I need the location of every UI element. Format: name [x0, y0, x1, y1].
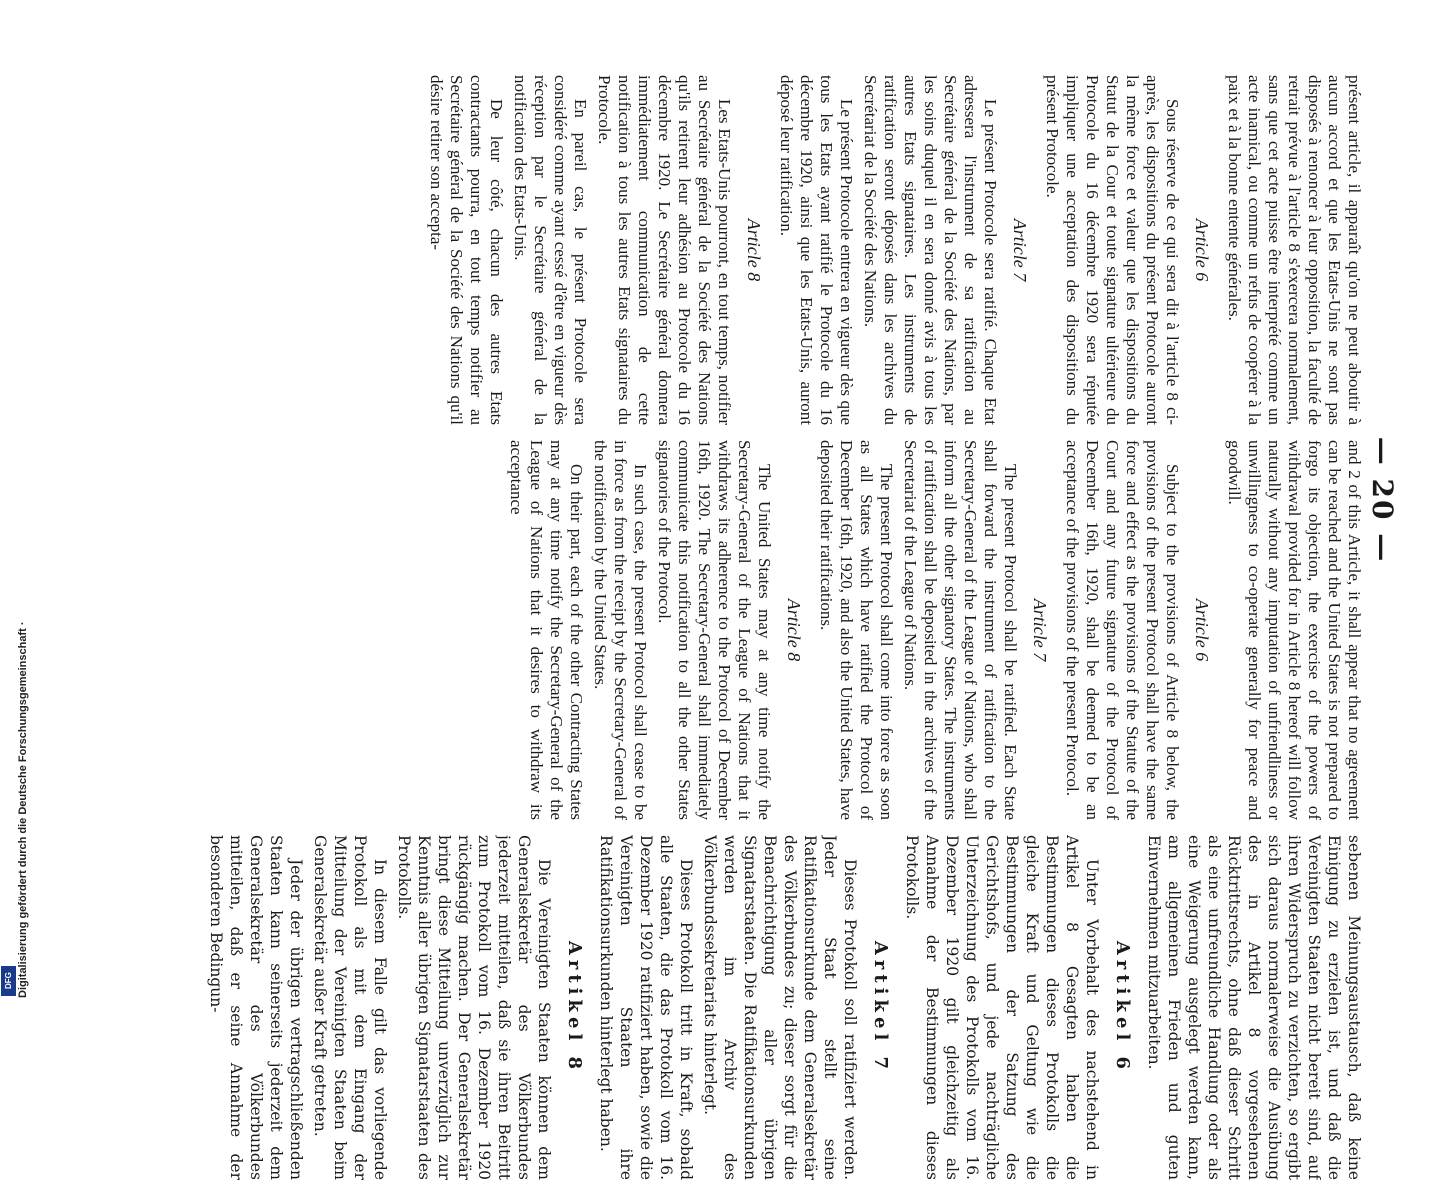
german-article-8-paragraph-3: Jeder der übrigen vertragschließenden Staaten kann seinerseits jederzeit dem Generalsekretär des Völkerbundes mitteilen, daß er seine Annahme der besonderen Bedingun- [207, 835, 305, 1180]
french-article-8-heading: Article 8 [744, 218, 764, 282]
french-article-7-heading: Article 7 [1010, 218, 1030, 282]
french-article-8-paragraph-1: Les Etats-Unis pourront, en tout temps, notifier au Secrétaire général de la Société des Nations qu'ils retirent leur adhésion au Protocole du 16 décembre 1920. Le Secrétaire général donnera immédiatement communication de cette notification à tous les autres Etats signataires du Protocole. [595, 75, 734, 425]
german-article-8-paragraph-2: In diesem Falle gilt das vorliegende Protokoll als mit dem Eingang der Mitteilung der Vereinigten Staaten beim Generalsekretär außer Kraft getreten. [311, 835, 389, 1180]
french-article-8-paragraph-2: En pareil cas, le présent Protocole sera considéré comme ayant cessé d'être en vigueur dès réception par le Secrétaire général de la notification des Etats-Unis. [511, 75, 590, 425]
english-article-7-heading: Article 7 [1030, 598, 1050, 662]
german-article-6-heading: Artikel 6 [1112, 940, 1133, 1075]
english-column [24, 440, 1364, 820]
english-article-8-heading: Article 8 [784, 598, 804, 662]
german-article-7-paragraph-1: Dieses Protokoll soll ratifiziert werden. Jeder Staat stellt seine Ratifikationsurkunde dem Generalsekretär des Völkerbundes zu; dieser sorgt für die Benachrichtigung aller übrigen Signatarstaaten. Die Ratifikationsurkunden werden im Archiv des Völkerbundssekretariats hinterlegt. [701, 835, 859, 1180]
digitization-credit-text: Digitalisierung gefördert durch die Deutsche Forschungsgemeinschaft · [17, 621, 29, 998]
german-article-8-heading: Artikel 8 [564, 940, 585, 1075]
english-article-8-paragraph-1: The United States may at any time notify the Secretary-General of the League of Nations that it withdraws its adherence to the Protocol of December 16th, 1920. The Secretary-General shall immediately communicate this notification to all the other States signatories of the Protocol. [655, 440, 774, 820]
english-article-6-heading: Article 6 [1192, 598, 1212, 662]
english-article-8-paragraph-2: In such case, the present Protocol shall cease to be in force as from the receipt by the Secretary-General of the notification by the United States. [591, 440, 650, 820]
english-article-6-paragraph: Subject to the provisions of Article 8 below, the provisions of the present Protocol shall have the same force and effect as the provisions of the Statute of the Court and any future signature of the Protocol of December 16th, 1920, shall be deemed to be an acceptance of the provisions of the present Protocol. [1063, 440, 1182, 820]
french-article-7-paragraph-1: Le présent Protocole sera ratifié. Chaque Etat adressera l'instrument de sa ratification au Secrétaire général de la Société des Nations, par les soins duquel il en sera donné avis à tous les autres Etats signataires. Les instruments de ratification seront déposés dans les archives du Secrétariat de la Société des Nations. [861, 75, 1000, 425]
french-column [24, 75, 1364, 425]
french-article-6-paragraph: Sous réserve de ce qui sera dit à l'article 8 ci-après, les dispositions du présent Protocole auront la même force et valeur que les dispositions du Statut de la Cour et toute signature ultérieure du Protocole du 16 décembre 1920 sera réputée impliquer une acceptation des dispositions du présent Protocole. [1043, 75, 1182, 425]
english-article-7-paragraph-1: The present Protocol shall be ratified. Each State shall forward the instrument of ratification to the Secretary-General of the League of Nations, who shall inform all the other signatory States. The instruments of ratification shall be deposited in the archives of the Secretariat of the League of Nations. [901, 440, 1020, 820]
french-article-8-paragraph-3: De leur côté, chacun des autres Etats contractants pourra, en tout temps notifier au Secrétaire général de la Société des Nations qu'il désire retirer son accepta- [427, 75, 506, 425]
page-number: — 20 — [1366, 436, 1399, 564]
french-intro-paragraph: présent article, il apparaît qu'on ne peut aboutir à aucun accord et que les Etats-Unis ne sont pas disposés à renoncer à leur opposition, la faculté de retrait prévue à l'article 8 s'exercera normalement, sans que cet acte puisse être interprété comme un acte inamical, ou comme un refus de coopérer à la paix et à la bonne entente générales. [1225, 75, 1364, 425]
french-article-6-heading: Article 6 [1192, 218, 1212, 282]
english-intro-paragraph: and 2 of this Article, it shall appear that no agreement can be reached and the United States is not prepared to forgo its objection, the exercise of the powers of withdrawal provided for in Article 8 hereof will follow naturally without any imputation of unfriendliness or unwillingness to co-operate generally for peace and goodwill. [1225, 440, 1364, 820]
german-article-8-paragraph-1: Die Vereinigten Staaten können dem Generalsekretär des Völkerbundes jederzeit mitteilen, daß sie ihren Beitritt zum Protokoll vom 16. Dezember 1920 rückgängig machen. Der Generalsekretär bringt diese Mitteilung unverzüglich zur Kenntnis aller übrigen Signatarstaaten des Protokolls. [395, 835, 553, 1180]
digitization-credit [0, 0, 30, 1000]
german-article-6-paragraph: Unter Vorbehalt des nachstehend in Artikel 8 Gesagten haben die Bestimmungen dieses Protokolls die gleiche Kraft und Geltung wie die Bestimmungen der Satzung des Gerichtshofs, und jede nachträgliche Unterzeichnung des Protokolls vom 16. Dezember 1920 gilt gleichzeitig als Annahme der Bestimmungen dieses Protokolls. [903, 835, 1101, 1180]
german-column [24, 835, 1364, 1180]
german-article-7-paragraph-2: Dieses Protokoll tritt in Kraft, sobald alle Staaten, die das Protokoll vom 16. Dezember 1920 ratifiziert haben, sowie die Vereinigten Staaten ihre Ratifikationsurkunden hinterlegt haben. [597, 835, 695, 1180]
german-article-7-heading: Artikel 7 [870, 940, 891, 1075]
french-article-7-paragraph-2: Le présent Protocole entrera en vigueur dès que tous les Etats ayant ratifié le Protocole du 16 décembre 1920, ainsi que les Etats-Unis, auront déposé leur ratification. [777, 75, 856, 425]
english-article-7-paragraph-2: The present Protocol shall come into force as soon as all States which have ratified the Protocol of December 16th, 1920, and also the United States, have deposited their ratifications. [817, 440, 896, 820]
english-article-8-paragraph-3: On their part, each of the other Contracting States may at any time notify the Secretary-General of the League of Nations that it desires to withdraw its acceptance [507, 440, 586, 820]
dfg-logo: DFG [1, 966, 16, 996]
german-intro-paragraph: sebenen Meinungsaustausch, daß keine Einigung zu erzielen ist, und daß die Vereinigten Staaten nicht bereit sind, auf ihren Widerspruch zu verzichten, so ergibt sich daraus normalerweise die Ausübung des in Artikel 8 vorgesehenen Rücktrittsrechts, ohne daß dieser Schritt als eine unfreundliche Handlung oder als eine Weigerung ausgelegt werden kann, am allgemeinen Frieden und guten Einvernehmen mitzuarbeiten. [1145, 835, 1363, 1180]
